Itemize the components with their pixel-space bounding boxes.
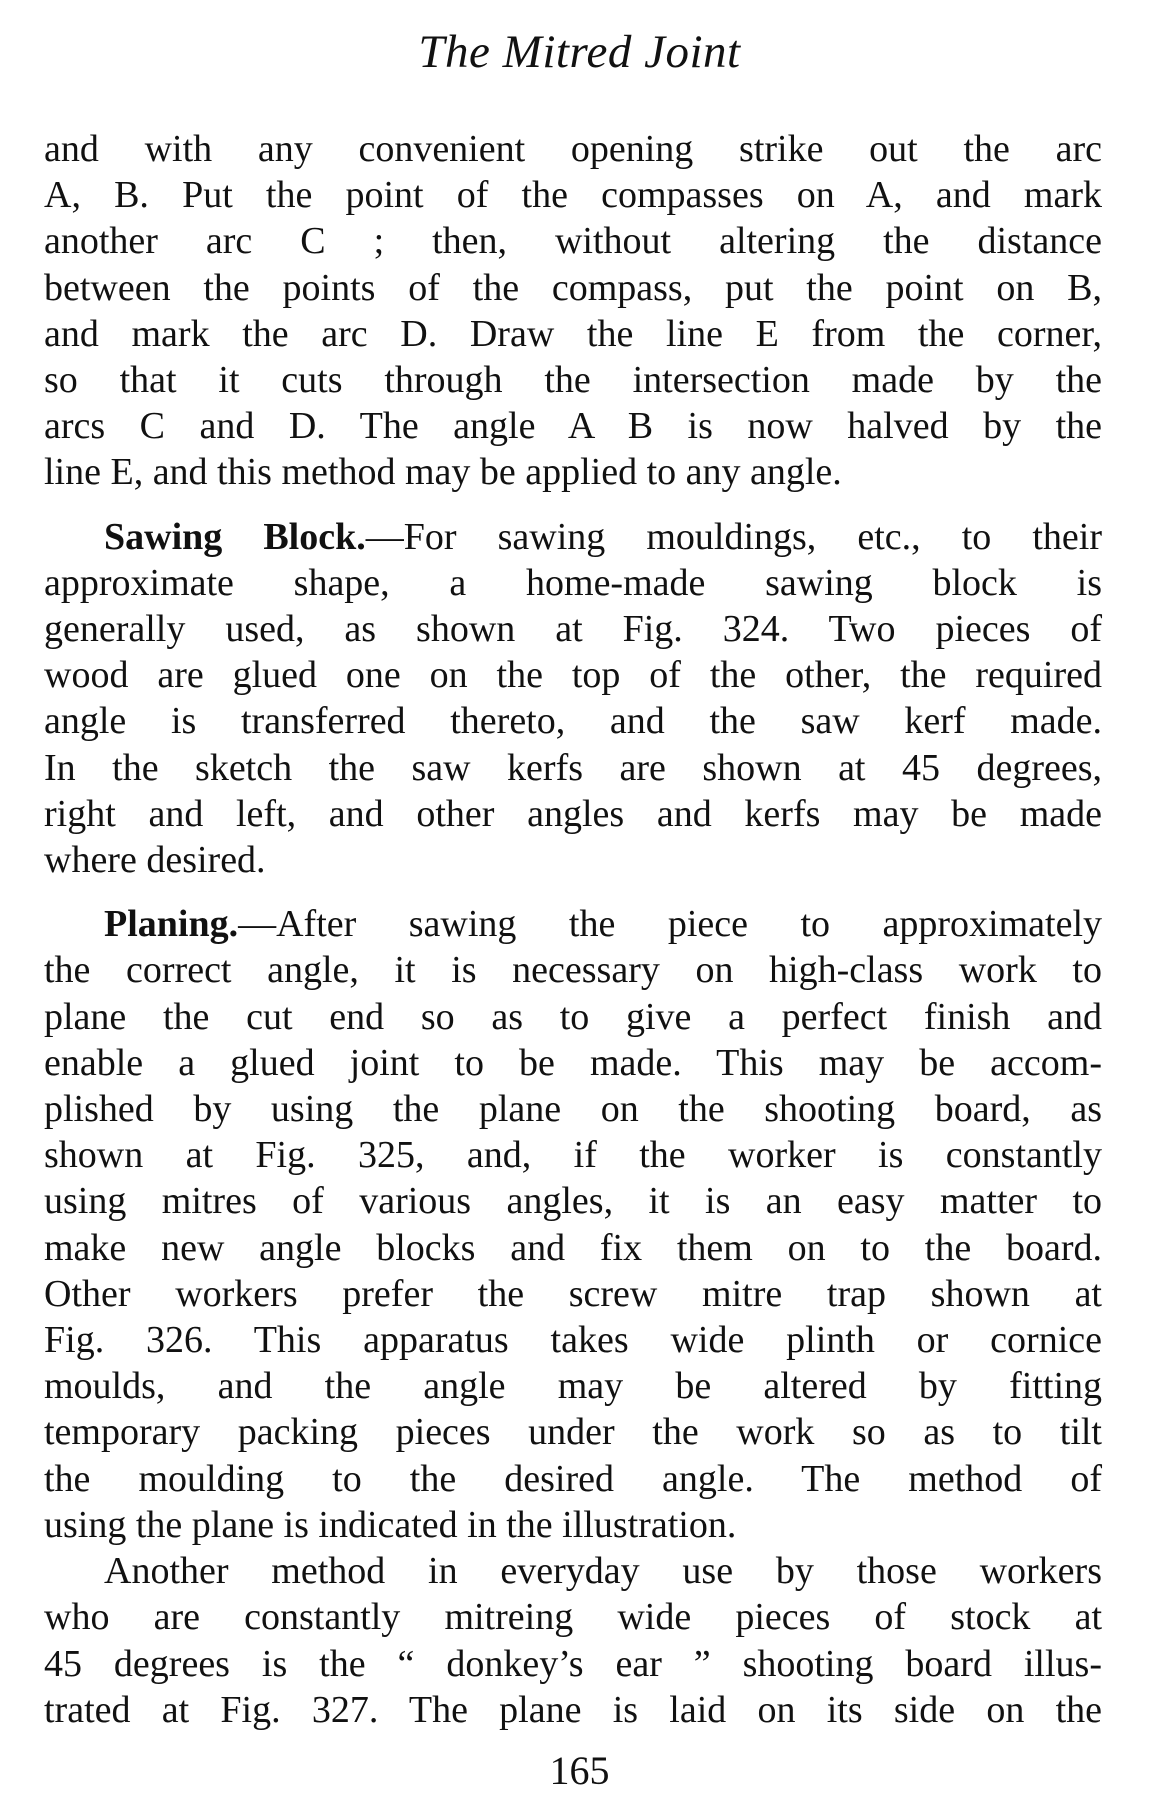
text-line: Other workers prefer the screw mitre trap shown at <box>44 1272 1102 1315</box>
text-line: the moulding to the desired angle. The method of <box>44 1457 1102 1500</box>
text-line: 45 degrees is the “ donkey’s ear ” shooting board illus- <box>44 1642 1102 1685</box>
text-line: A, B. Put the point of the compasses on A, and mark <box>44 174 1102 217</box>
text-line: and mark the arc D. Draw the line E from the corner, <box>44 312 1102 355</box>
text-line: who are constantly mitreing wide pieces of stock at <box>44 1596 1102 1639</box>
text-line: between the points of the compass, put the point on B, <box>44 266 1102 309</box>
paragraph-donkeys-ear <box>44 1548 1102 1733</box>
text-line: and with any convenient opening strike out the arc <box>44 128 1102 170</box>
paragraph-gap <box>44 496 1102 514</box>
text-line: Fig. 326. This apparatus takes wide plinth or cornice <box>44 1319 1102 1362</box>
text-line: In the sketch the saw kerfs are shown at 45 degrees, <box>44 746 1102 789</box>
text-line: so that it cuts through the intersection made by the <box>44 359 1102 402</box>
text-line: the correct angle, it is necessary on high-class work to <box>44 949 1102 992</box>
text-line: arcs C and D. The angle A B is now halved by the <box>44 405 1102 448</box>
text-line-rest: —For sawing mouldings, etc., to their <box>365 515 1103 558</box>
text-line <box>44 901 1102 947</box>
text-line: plane the cut end so as to give a perfect finish and <box>44 995 1102 1038</box>
paragraph-arc-construction <box>44 126 1102 496</box>
run-in-heading: Sawing Block. <box>104 515 366 558</box>
text-line: approximate shape, a home-made sawing block is <box>44 561 1102 604</box>
run-in-heading: Planing. <box>104 903 239 946</box>
text-line: enable a glued joint to be made. This may be accom- <box>44 1041 1102 1084</box>
text-line: using the plane is indicated in the illustration. <box>44 1503 737 1546</box>
body-text <box>44 126 1102 1733</box>
paragraph-gap <box>44 883 1102 901</box>
text-line: right and left, and other angles and kerfs may be made <box>44 792 1102 835</box>
text-line: another arc C ; then, without altering the distance <box>44 220 1102 263</box>
text-line: angle is transferred thereto, and the saw kerf made. <box>44 700 1102 743</box>
text-line: where desired. <box>44 839 266 882</box>
text-line: Another method in everyday use by those workers <box>104 1550 1102 1593</box>
text-line: line E, and this method may be applied to any angle. <box>44 451 842 494</box>
paragraph-planing <box>44 901 1102 1548</box>
text-line: shown at Fig. 325, and, if the worker is constantly <box>44 1134 1102 1177</box>
text-line: trated at Fig. 327. The plane is laid on its side on the <box>44 1688 1102 1731</box>
text-line: temporary packing pieces under the work so as to tilt <box>44 1411 1102 1454</box>
text-line: using mitres of various angles, it is an easy matter to <box>44 1180 1102 1223</box>
text-line-rest: —After sawing the piece to approximately <box>238 903 1102 946</box>
paragraph-sawing-block <box>44 514 1102 884</box>
page-number: 165 <box>549 1748 610 1793</box>
text-line <box>44 514 1102 560</box>
text-line: plished by using the plane on the shooting board, as <box>44 1088 1102 1131</box>
text-line: wood are glued one on the top of the other, the required <box>44 654 1102 697</box>
text-line: generally used, as shown at Fig. 324. Two pieces of <box>44 608 1102 651</box>
running-head: The Mitred Joint <box>418 26 741 78</box>
text-line: moulds, and the angle may be altered by fitting <box>44 1365 1102 1408</box>
text-line: make new angle blocks and fix them on to the board. <box>44 1226 1102 1269</box>
